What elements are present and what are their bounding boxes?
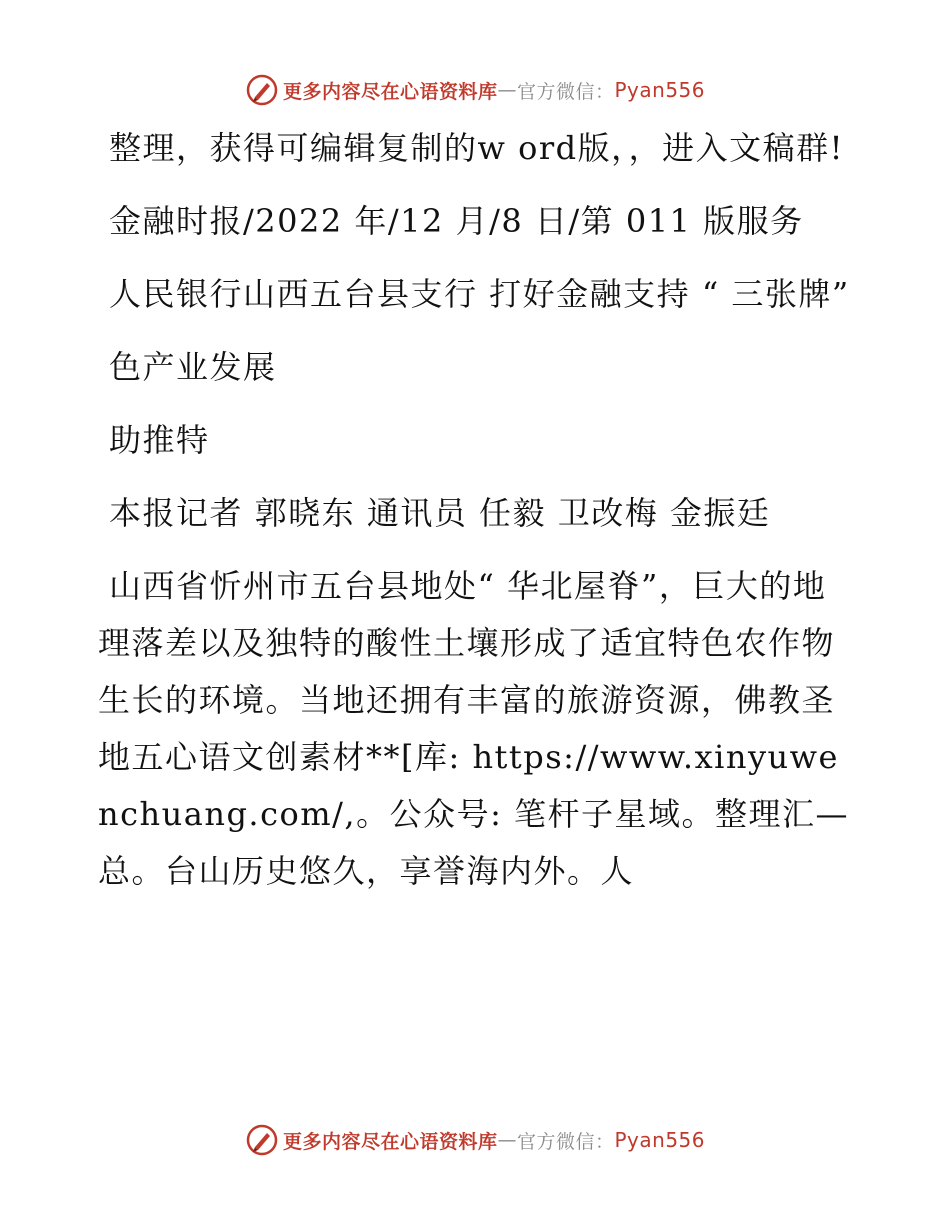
header-watermark: [0, 70, 950, 110]
paragraph-intro: 整理，获得可编辑复制的w ord版，，进入文稿群!: [109, 129, 844, 167]
watermark-label: 官方微信：: [516, 80, 615, 103]
paragraph-subhead-1: 色产业发展: [109, 348, 277, 386]
watermark-text: 更多内容尽在心语资料库: [282, 80, 498, 103]
paragraph-source: 金融时报/2022 年/12 月/8 日/第 011 版服务: [109, 202, 804, 240]
watermark-text: 更多内容尽在心语资料库: [282, 1130, 498, 1153]
footer-watermark: [0, 1120, 950, 1160]
watermark-label: 官方微信：: [516, 1130, 615, 1153]
watermark-dash: —: [497, 79, 517, 101]
watermark-dash: —: [497, 1129, 517, 1151]
paragraph-byline: 本报记者 郭晓东 通讯员 任毅 卫改梅 金振廷: [109, 494, 771, 532]
paragraph-body: 山西省忻州市五台县地处“ 华北屋脊”，巨大的地理落差以及独特的酸性土壤形成了适宜特色农作物生长的环境。当地还拥有丰富的旅游资源，佛教圣地五心语文创素材**[库: https://www.xinyuwenchuang.com/,。公众号: 笔杆子星域。整理汇—总。台山历史悠久，享誉海内外。人: [98, 567, 850, 890]
watermark-wechat-id: Pyan556: [614, 1128, 706, 1152]
paragraph-headline: 人民银行山西五台县支行 打好金融支持 “ 三张牌”: [109, 275, 850, 313]
pen-logo-icon: [245, 73, 279, 107]
watermark-wechat-id: Pyan556: [614, 78, 706, 102]
paragraph-subhead-2: 助推特: [109, 421, 210, 459]
pen-logo-icon: [245, 1123, 279, 1157]
document-body: [98, 120, 858, 916]
